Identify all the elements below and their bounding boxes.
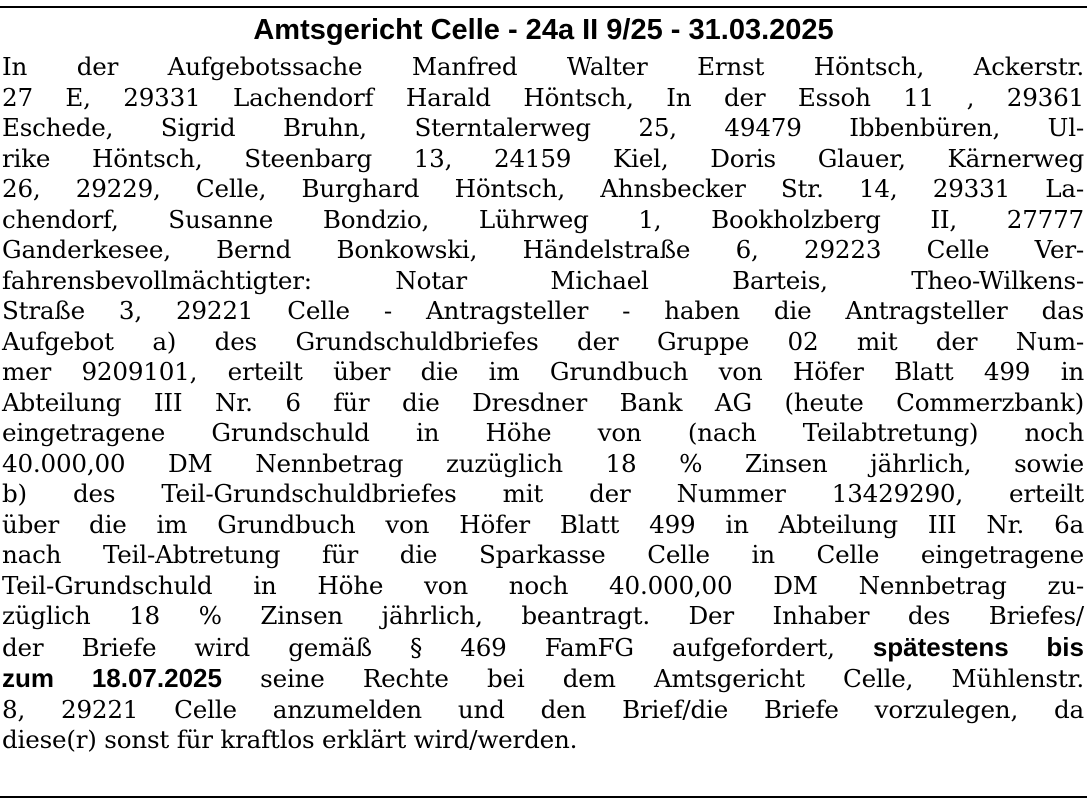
body-line: Straße 3, 29221 Celle - Antragsteller - haben die Antragsteller das — [2, 296, 1084, 325]
deadline-rest-text: seine Rechte bei dem Amtsgericht Celle, Mühlenstr. — [221, 664, 1084, 693]
body-line-deadline-start — [2, 632, 1084, 664]
notice-heading: Amtsgericht Celle - 24a II 9/25 - 31.03.2025 — [253, 14, 834, 46]
body-line: fahrensbevollmächtigter: Notar Michael Barteis, Theo-Wilkens- — [2, 265, 1084, 295]
body-line: chendorf, Susanne Bondzio, Lührweg 1, Bookholzberg II, 27777 — [2, 204, 1084, 234]
deadline-emphasis: spätestens bis — [872, 631, 1084, 662]
body-line: 26, 29229, Celle, Burghard Höntsch, Ahnsbecker Str. 14, 29331 La- — [2, 174, 1084, 203]
body-line: Ganderkesee, Bernd Bonkowski, Händelstraße 6, 29223 Celle Ver- — [2, 235, 1084, 264]
body-line: Abteilung III Nr. 6 für die Dresdner Bank AG (heute Commerzbank) — [2, 387, 1084, 417]
body-line: 8, 29221 Celle anzumelden und den Brief/die Briefe vorzulegen, da — [2, 694, 1084, 724]
body-line: nach Teil-Abtretung für die Sparkasse Celle in Celle eingetragene — [2, 540, 1084, 569]
bottom-rule — [0, 796, 1087, 798]
notice-body — [2, 52, 1084, 756]
top-rule — [0, 6, 1087, 8]
body-line: über die im Grundbuch von Höfer Blatt 499 in Abteilung III Nr. 6a — [2, 509, 1084, 539]
body-line-final: diese(r) sonst für kraftlos erklärt wird/werden. — [2, 725, 578, 754]
body-line-deadline-date — [2, 663, 1084, 695]
body-line: b) des Teil-Grundschuldbriefes mit der Nummer 13429290, erteilt — [2, 479, 1084, 508]
body-line: 27 E, 29331 Lachendorf Harald Höntsch, In der Essoh 11 , 29361 — [2, 82, 1084, 112]
body-line: züglich 18 % Zinsen jährlich, beantragt. Der Inhaber des Briefes/ — [2, 601, 1084, 630]
body-line: rike Höntsch, Steenbarg 13, 24159 Kiel, Doris Glauer, Kärnerweg — [2, 143, 1084, 173]
body-line: In der Aufgebotssache Manfred Walter Ernst Höntsch, Ackerstr. — [2, 52, 1084, 81]
deadline-date: zum 18.07.2025 — [2, 663, 222, 693]
body-line: Eschede, Sigrid Bruhn, Sterntalerweg 25, 49479 Ibbenbüren, Ul- — [2, 113, 1084, 142]
deadline-intro-text: der Briefe wird gemäß § 469 FamFG aufgefordert, — [2, 632, 873, 662]
body-line: eingetragene Grundschuld in Höhe von (nach Teilabtretung) noch — [2, 418, 1084, 447]
body-line: Aufgebot a) des Grundschuldbriefes der Gruppe 02 mit der Num- — [2, 326, 1084, 356]
body-line: 40.000,00 DM Nennbetrag zuzüglich 18 % Zinsen jährlich, sowie — [2, 448, 1084, 478]
body-line: mer 9209101, erteilt über die im Grundbuch von Höfer Blatt 499 in — [2, 357, 1084, 386]
body-line: Teil-Grundschuld in Höhe von noch 40.000,00 DM Nennbetrag zu- — [2, 570, 1084, 600]
